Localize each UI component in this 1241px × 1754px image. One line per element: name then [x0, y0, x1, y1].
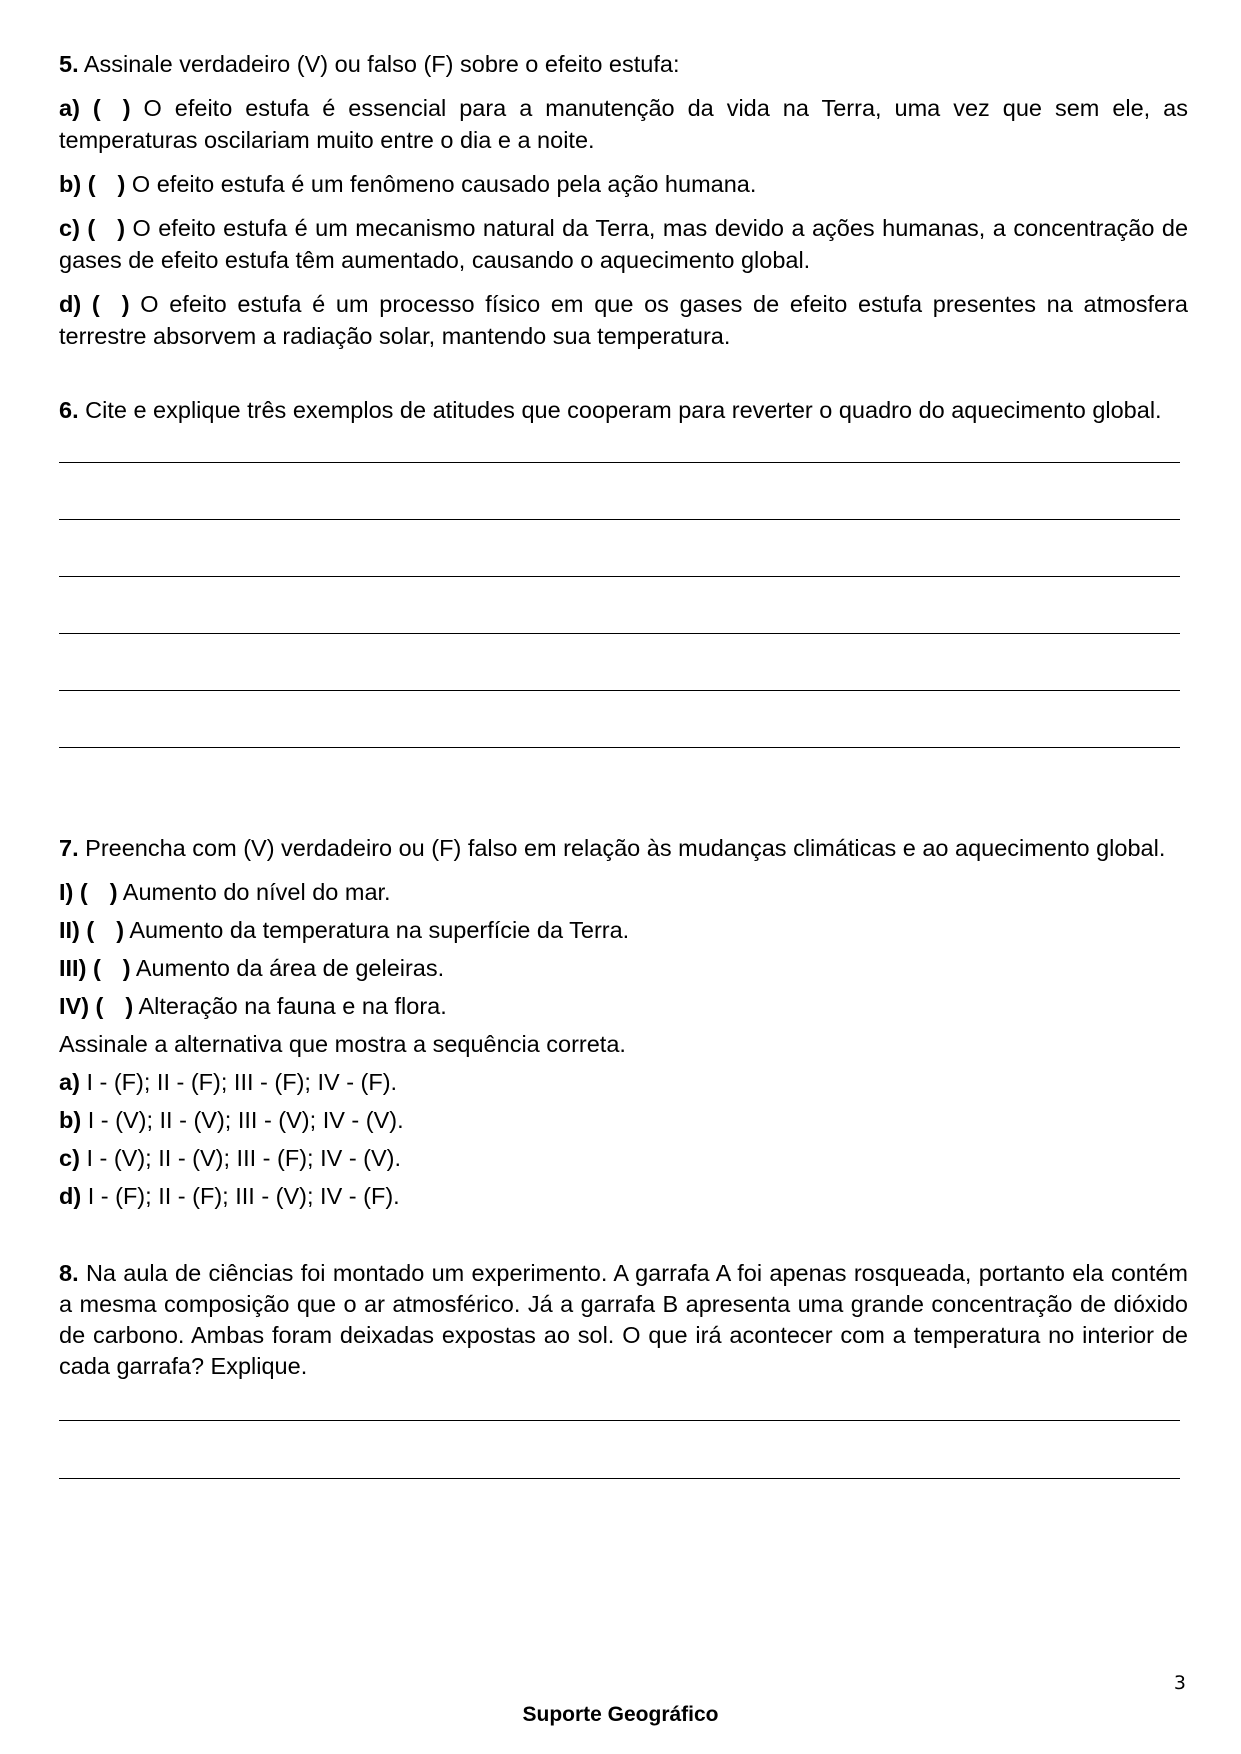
answer-line[interactable]: [59, 747, 1180, 748]
statement-label-close: ): [122, 955, 131, 981]
item-text: O efeito estufa é um mecanismo natural da Terra, mas devido a ações humanas, a concentração de gases de efeito estufa têm aumentado, causando o aquecimento global.: [59, 215, 1189, 273]
statement-iii: [59, 952, 1188, 984]
question-text: Assinale verdadeiro (V) ou falso (F) sobre o efeito estufa:: [83, 51, 680, 77]
item-label-close: ): [122, 95, 131, 121]
option-b[interactable]: [59, 1104, 1188, 1136]
statement-text: Aumento da área de geleiras.: [135, 955, 445, 981]
option-label: b): [59, 1107, 82, 1133]
item-label-close: ): [117, 215, 126, 241]
option-text: I - (F); II - (F); III - (F); IV - (F).: [86, 1069, 398, 1095]
statement-text: Alteração na fauna e na flora.: [138, 993, 447, 1019]
answer-lines: [59, 1420, 1188, 1479]
statement-label-close: ): [116, 917, 125, 943]
option-text: I - (V); II - (V); III - (F); IV - (V).: [86, 1145, 402, 1171]
option-c[interactable]: [59, 1142, 1188, 1174]
answer-line[interactable]: [59, 1478, 1180, 1479]
question-number: 7.: [59, 835, 79, 861]
item-text: O efeito estufa é essencial para a manutenção da vida na Terra, uma vez que sem ele, as temperaturas oscilariam muito entre o dia e a noite.: [59, 95, 1189, 153]
statement-ii: [59, 914, 1188, 946]
question-6-prompt: [59, 394, 1188, 426]
statement-label: II) (: [59, 917, 95, 943]
answer-line[interactable]: [59, 633, 1180, 634]
answer-line[interactable]: [59, 519, 1180, 520]
item-label: b) (: [59, 171, 96, 197]
answer-line[interactable]: [59, 1420, 1180, 1421]
question-text: Preencha com (V) verdadeiro ou (F) falso em relação às mudanças climáticas e ao aquecimento global.: [85, 835, 1166, 861]
question-5-item-c: [59, 212, 1188, 276]
option-label: c): [59, 1145, 80, 1171]
statement-label-close: ): [125, 993, 134, 1019]
item-text: O efeito estufa é um processo físico em que os gases de efeito estufa presentes na atmosfera terrestre absorvem a radiação solar, mantendo sua temperatura.: [59, 291, 1188, 349]
option-label: a): [59, 1069, 80, 1095]
question-5-item-a: [59, 92, 1188, 156]
question-5: [59, 48, 1188, 352]
item-label-close: ): [121, 291, 130, 317]
question-number: 6.: [59, 397, 79, 423]
statement-label: IV) (: [59, 993, 104, 1019]
question-5-item-b: [59, 168, 1188, 200]
item-label-close: ): [117, 171, 126, 197]
statement-label-close: ): [109, 879, 118, 905]
question-7-instruction: Assinale a alternativa que mostra a sequência correta.: [59, 1031, 626, 1057]
statement-i: [59, 876, 1188, 908]
option-a[interactable]: [59, 1066, 1188, 1098]
statement-iv: [59, 990, 1188, 1022]
question-number: 5.: [59, 51, 79, 77]
question-5-prompt: [59, 48, 1188, 80]
option-d[interactable]: [59, 1180, 1188, 1212]
item-label: a) (: [59, 95, 101, 121]
question-7-prompt: [59, 832, 1188, 864]
answer-line[interactable]: [59, 462, 1180, 463]
option-text: I - (F); II - (F); III - (V); IV - (F).: [87, 1183, 400, 1209]
page-number: 3: [1173, 1672, 1186, 1694]
question-5-item-d: [59, 288, 1188, 352]
statement-label: III) (: [59, 955, 101, 981]
question-8-prompt: [59, 1258, 1188, 1382]
question-number: 8.: [59, 1260, 79, 1286]
question-text: Cite e explique três exemplos de atitudes que cooperam para reverter o quadro do aquecimento global.: [85, 397, 1162, 423]
option-label: d): [59, 1183, 82, 1209]
statement-label: I) (: [59, 879, 88, 905]
statement-text: Aumento do nível do mar.: [122, 879, 391, 905]
statement-text: Aumento da temperatura na superfície da Terra.: [129, 917, 630, 943]
worksheet-page: [59, 48, 1188, 1479]
question-8: [59, 1218, 1188, 1479]
item-label: d) (: [59, 291, 100, 317]
answer-line[interactable]: [59, 690, 1180, 691]
answer-lines: [59, 462, 1188, 748]
item-label: c) (: [59, 215, 96, 241]
answer-line[interactable]: [59, 576, 1180, 577]
item-text: O efeito estufa é um fenômeno causado pela ação humana.: [131, 171, 757, 197]
option-text: I - (V); II - (V); III - (V); IV - (V).: [87, 1107, 404, 1133]
footer-title: Suporte Geográfico: [522, 1703, 719, 1726]
question-7: [59, 790, 1188, 1212]
question-6: [59, 394, 1188, 748]
question-text: Na aula de ciências foi montado um experimento. A garrafa A foi apenas rosqueada, portanto ela contém a mesma composição que o ar atmosférico. Já a garrafa B apresenta uma grande concentração de dióxido de carbono. Ambas foram deixadas expostas ao sol. O que irá acontecer com a temperatura no interior de cada garrafa? Explique.: [59, 1260, 1189, 1379]
